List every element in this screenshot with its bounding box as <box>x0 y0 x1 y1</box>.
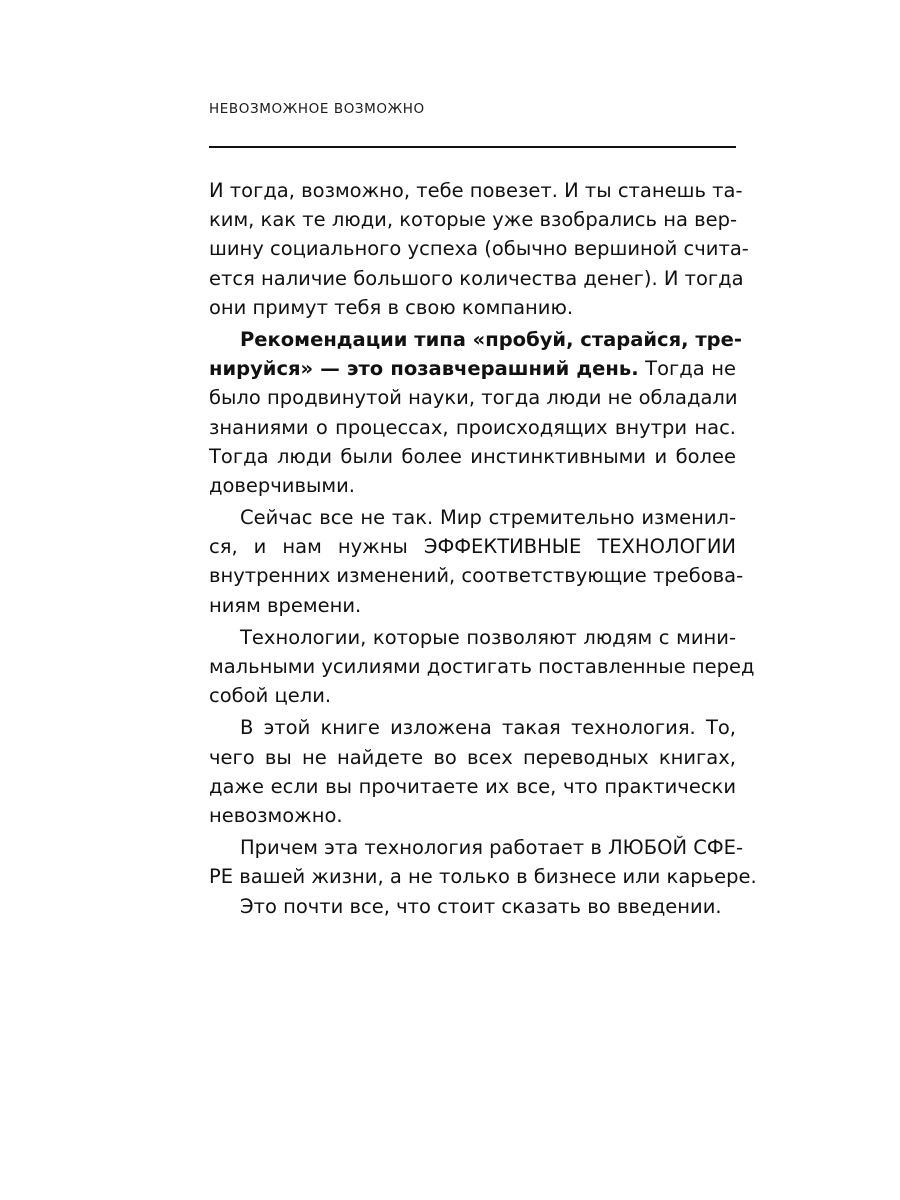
paragraph-2 <box>209 325 742 500</box>
paragraph-1 <box>209 176 749 322</box>
bold-text-line: Рекомендации типа «пробуй, старайся, тре- <box>240 327 742 351</box>
text-line: внутренних изменений, соответствующие требова- <box>209 564 744 588</box>
text-line: было продвинутой науки, тогда люди не обладали <box>209 386 738 410</box>
text-line: они примут тебя в свою компанию. <box>209 295 574 319</box>
text-line: мальными усилиями достигать поставленные перед <box>209 655 755 678</box>
body-text <box>209 176 757 921</box>
text-line: даже если вы прочитаете их все, что практически <box>209 774 736 798</box>
paragraph-5 <box>209 713 736 830</box>
text-line: Тогда люди были более инстинктивными и более <box>209 444 736 468</box>
text-line <box>209 354 736 383</box>
text-fragment: Тогда не <box>638 357 736 381</box>
header-rule <box>209 146 736 148</box>
text-line: Сейчас все не так. Мир стремительно изменил- <box>240 506 736 530</box>
text-line: В этой книге изложена такая технология. То, <box>240 716 736 740</box>
text-line: ким, как те люди, которые уже взобрались на вер- <box>209 208 738 232</box>
text-line: РЕ вашей жизни, а не только в бизнесе или карьере. <box>209 865 757 889</box>
text-line: шину социального успеха (обычно вершиной счита- <box>209 237 749 261</box>
text-line: собой цели. <box>209 684 332 708</box>
paragraph-7 <box>209 892 736 921</box>
text-line: знаниями о процессах, происходящих внутри нас. <box>209 415 736 439</box>
running-header: НЕВОЗМОЖНОЕ ВОЗМОЖНО <box>209 101 425 117</box>
text-line: Причем эта технология работает в ЛЮБОЙ СФЕ- <box>240 836 743 860</box>
text-line: ниям времени. <box>209 593 362 617</box>
text-line: Технологии, которые позволяют людям с мини- <box>240 625 736 649</box>
text-line: Это почти все, что стоит сказать во введении. <box>240 894 722 918</box>
text-line: ся, и нам нужны ЭФФЕКТИВНЫЕ ТЕХНОЛОГИИ <box>209 535 736 559</box>
paragraph-6 <box>209 833 757 891</box>
text-line: невозможно. <box>209 803 343 827</box>
text-line: ется наличие большого количества денег). И тогда <box>209 266 744 290</box>
text-line: чего вы не найдете во всех переводных книгах, <box>209 745 736 769</box>
bold-phrase: нируйся» — это позавчерашний день. <box>209 357 639 381</box>
text-line: доверчивыми. <box>209 473 355 497</box>
paragraph-3 <box>209 503 744 620</box>
paragraph-4 <box>209 623 755 711</box>
text-line: И тогда, возможно, тебе повезет. И ты станешь та- <box>209 179 743 202</box>
